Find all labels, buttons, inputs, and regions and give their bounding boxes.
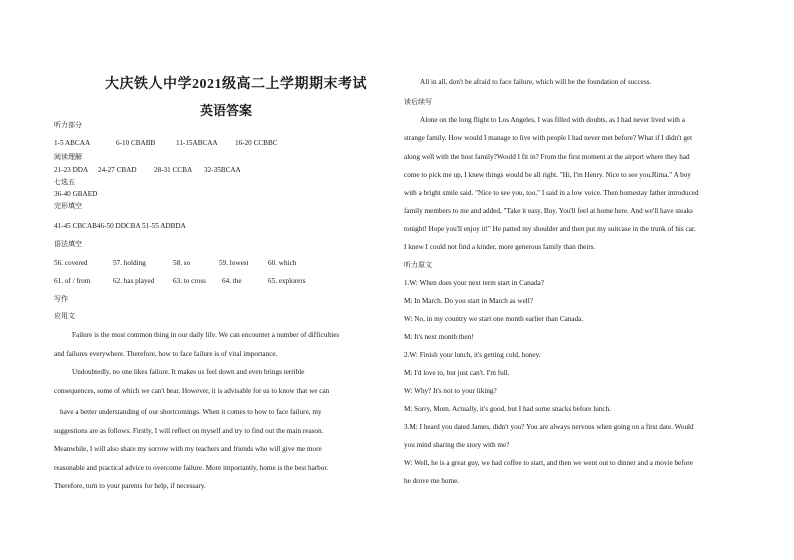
grammar-answer: 64. the [222, 277, 242, 285]
transcript-line: you mind sharing the story with me? [404, 441, 510, 449]
listening-heading: 听力部分 [54, 121, 82, 129]
essay-line: Undoubtedly, no one likes failure. It makes us feel down and even brings terrible [72, 368, 305, 376]
answer-group: 32-35BCAA [204, 166, 241, 174]
transcript-line: M: Sorry, Mom. Actually, it's good, but I had some snacks before lunch. [404, 405, 611, 413]
grammar-answer: 65. explorers [268, 277, 306, 285]
cloze-heading: 完形填空 [54, 202, 82, 210]
grammar-answer: 61. of / from [54, 277, 91, 285]
continuation-line: tonight! Hope you'll enjoy it!" He patted my shoulder and then put my suitcase in the trunk of his car. [404, 225, 696, 233]
continuation-line: along well with the host family?Would I fit in? From the first moment at the airport where they had [404, 153, 690, 161]
grammar-answer: 56. covered [54, 259, 88, 267]
grammar-answer: 59. lowest [219, 259, 249, 267]
applied-heading: 应用文 [54, 312, 75, 320]
seven-five-heading: 七选五 [54, 178, 75, 186]
continuation-line: with a bright smile said. "Nice to see you, too," I said in a low voice. Then homestay father introduced [404, 189, 699, 197]
answer-group: 16-20 CCBBC [235, 139, 278, 147]
grammar-answer: 60. which [268, 259, 297, 267]
reading-heading: 阅读理解 [54, 153, 82, 161]
transcript-line: M: I'd love to, but just can't. I'm full. [404, 369, 510, 377]
essay-line: Therefore, turn to your parents for help, if necessary. [54, 482, 206, 490]
continuation-line: come to pick me up, I knew things would be all right. "Hi, I'm Henry. Nice to see you,Rima." A boy [404, 171, 691, 179]
grammar-answer: 62. has played [113, 277, 155, 285]
grammar-heading: 语法填空 [54, 240, 82, 248]
transcript-line: 3.M: I heard you dated James, didn't you? You are always nervous when going on a first date. Would [404, 423, 694, 431]
answer-group: 1-5 ABCAA [54, 139, 91, 147]
page-subtitle: 英语答案 [200, 103, 253, 118]
essay-line: Meanwhile, I will also share my sorrow with my teachers and friends who will give me more [54, 445, 322, 453]
essay-line: and failures everywhere. Therefore, how to face failure is of vital importance. [54, 350, 278, 358]
transcript-line: M: In March. Do you start in March as well? [404, 297, 533, 305]
transcript-line: 1.W: When does your next term start in Canada? [404, 279, 544, 287]
essay-line: Failure is the most common thing in our daily life. We can encounter a number of difficulties [72, 331, 340, 339]
continuation-line: family members to me and added, "Take it easy, Buy. You'll feel at home here. And we'll have steaks [404, 207, 693, 215]
answer-group: 21-23 DDA [54, 166, 89, 174]
answer-group: 11-15ABCAA [176, 139, 218, 147]
essay-line: have a better understanding of our shortcomings. When it comes to how to face failure, my [60, 408, 322, 416]
essay-line: reasonable and practical advice to overcome failure. More importantly, home is the best harbor. [54, 464, 329, 472]
writing-heading: 写作 [54, 295, 68, 303]
essay-conclusion: All in all, don't be afraid to face failure, which will be the foundation of success. [420, 78, 652, 86]
continuation-line: Alone on the long flight to Los Angeles, I was filled with doubts, as I had never lived with a [420, 116, 685, 124]
transcript-line: M: It's next month then! [404, 333, 474, 341]
page-title: 大庆铁人中学2021级高二上学期期末考试 [105, 77, 367, 92]
seven-five-answers: 36-40 GBAED [54, 190, 98, 198]
grammar-answer: 58. so [173, 259, 191, 267]
grammar-answer: 63. to cross [173, 277, 206, 285]
transcript-line: W: Well, he is a great guy, we had coffee to start, and then we went out to dinner and a movie before [404, 459, 693, 467]
answer-group: 6-10 CBABB [116, 139, 156, 147]
grammar-answer: 57. holding [113, 259, 146, 267]
answer-group: 28-31 CCBA [154, 166, 193, 174]
transcript-line: W: Why? It's not to your liking? [404, 387, 497, 395]
continuation-heading: 读后续写 [404, 98, 432, 106]
answer-group: 24-27 CBAD [98, 166, 137, 174]
cloze-answers: 41-45 CBCAB46-50 DDCBA 51-55 ADBDA [54, 222, 186, 230]
transcript-line: W: No, in my country we start one month earlier than Canada. [404, 315, 584, 323]
continuation-line: strange family. How would I manage to live with people I had never met before? What if I didn't get [404, 134, 693, 142]
essay-line: suggestions are as follows. Firstly, I will reflect on myself and try to find out the main reason. [54, 427, 324, 435]
transcript-heading: 听力原文 [404, 261, 432, 269]
transcript-line: he drove me home. [404, 477, 460, 485]
continuation-line: I knew I could not find a kinder, more generous family than theirs. [404, 243, 596, 251]
essay-line: consequences, some of which we can't bear. However, it is advisable for us to know that we can [54, 387, 330, 395]
transcript-line: 2.W: Finish your lunch, it's getting cold, honey. [404, 351, 541, 359]
